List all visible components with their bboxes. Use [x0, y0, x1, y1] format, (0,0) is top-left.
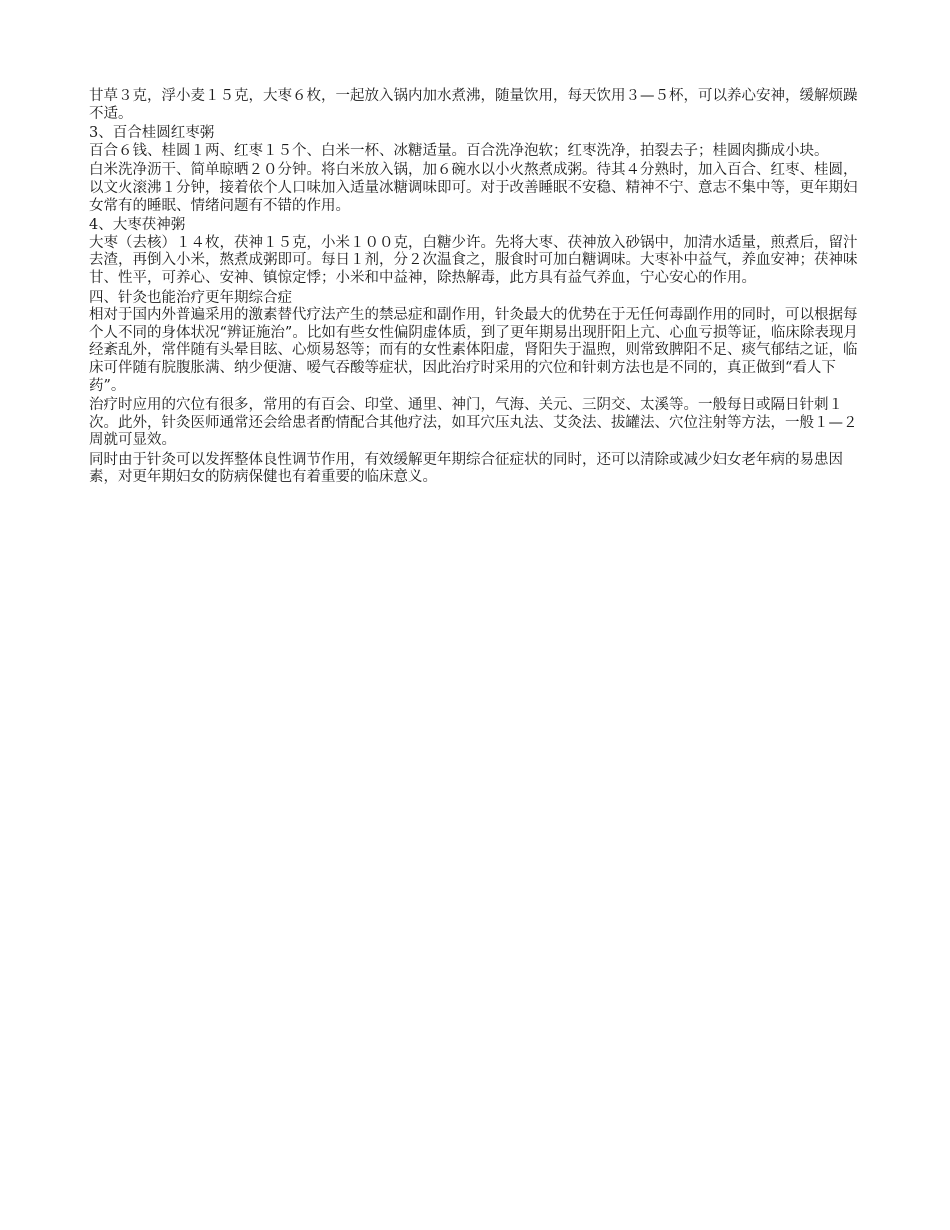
paragraph-gancao-recipe: 甘草３克，浮小麦１５克，大枣６枚，一起放入锅内加水煮沸，随量饮用，每天饮用３—５杯，可以养心安神，缓解烦躁不适。 — [89, 88, 858, 122]
paragraph-jujube-fuling-recipe: 大枣（去核）１４枚，茯神１５克，小米１００克，白糖少许。先将大枣、茯神放入砂锅中，加清水适量，煎煮后，留汁去渣，再倒入小米，熬煮成粥即可。每日１剂，分２次温食之，服食时可加白糖调味。大枣补中益气，养血安神；茯神味甘、性平，可养心、安神、镇惊定悸；小米和中益神，除热解毒，此方具有益气养血，宁心安心的作用。 — [89, 234, 858, 286]
heading-jujube-fuling-porridge: 4、大枣茯神粥 — [89, 217, 186, 234]
paragraph-acupuncture-points: 治疗时应用的穴位有很多，常用的有百会、印堂、通里、神门，气海、关元、三阴交、太溪等。一般每日或隔日针刺１次。此外，针灸医师通常还会给患者酌情配合其他疗法，如耳穴压丸法、艾灸法、拔罐法、穴位注射等方法，一般１—２周就可显效。 — [89, 397, 858, 449]
heading-acupuncture: 四、针灸也能治疗更年期综合症 — [89, 289, 292, 306]
paragraph-lily-longan-method: 白米洗净沥干、简单晾晒２０分钟。将白米放入锅，加６碗水以小火熬煮成粥。待其４分熟时，加入百合、红枣、桂圆，以文火滚沸１分钟，接着依个人口味加入适量冰糖调味即可。对于改善睡眠不安稳、精神不宁、意志不集中等，更年期妇女常有的睡眠、情绪问题有不错的作用。 — [89, 162, 858, 214]
heading-lily-longan-porridge: 3、百合桂圆红枣粥 — [89, 125, 215, 142]
paragraph-acupuncture-advantage: 相对于国内外普遍采用的激素替代疗法产生的禁忌症和副作用，针灸最大的优势在于无任何毒副作用的同时，可以根据每个人不同的身体状况“辨证施治”。比如有些女性偏阴虚体质，到了更年期易出现肝阳上亢、心血亏损等证，临床除表现月经紊乱外，常伴随有头晕目眩、心烦易怒等；而有的女性素体阳虚，肾阳失于温煦，则常致脾阳不足、痰气郁结之证，临床可伴随有脘腹胀满、纳少便溏、嗳气吞酸等症状，因此治疗时采用的穴位和针刺方法也是不同的，真正做到“看人下药”。 — [89, 307, 858, 394]
document-body — [89, 88, 865, 489]
paragraph-lily-longan-ingredients: 百合６钱、桂圆１两、红枣１５个、白米一杯、冰糖适量。百合洗净泡软；红枣洗净，拍裂去子；桂圆肉撕成小块。 — [89, 142, 829, 159]
paragraph-acupuncture-benefit: 同时由于针灸可以发挥整体良性调节作用，有效缓解更年期综合征症状的同时，还可以清除或减少妇女老年病的易患因素，对更年期妇女的防病保健也有着重要的临床意义。 — [89, 451, 843, 486]
